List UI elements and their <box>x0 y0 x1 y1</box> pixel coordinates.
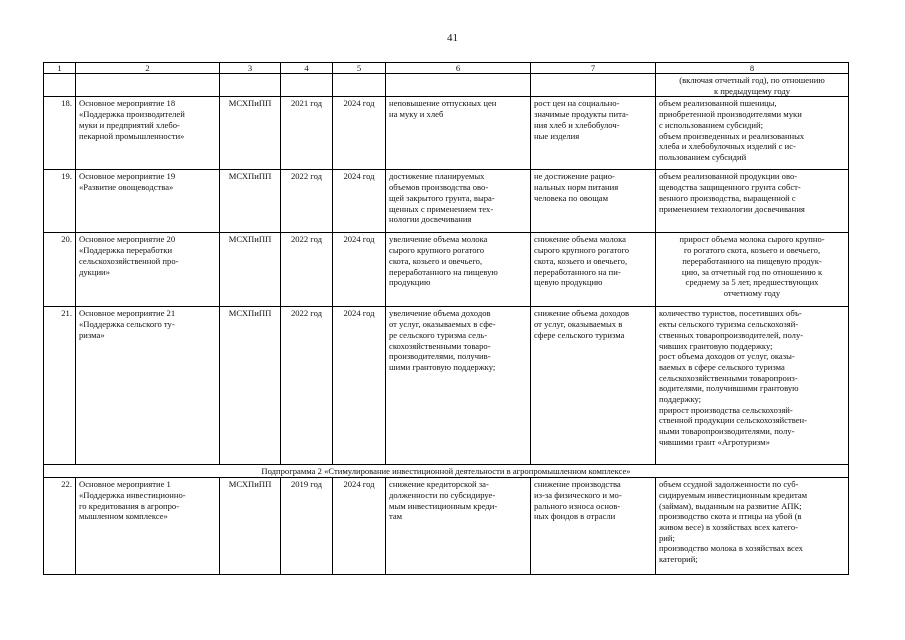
start-year: 2022 год <box>290 171 323 182</box>
executor: МСХПиПП <box>228 98 272 109</box>
column-number-3: 3 <box>220 63 281 74</box>
start-year: 2021 год <box>290 98 323 109</box>
end-year: 2024 год <box>343 479 375 490</box>
end-year: 2024 год <box>343 308 375 319</box>
expected-result: достижение планируемых объемов производства ово- щей закрытого грунта, выра- щенных с применением тех- нологии досвечивания <box>389 171 495 225</box>
executor: МСХПиПП <box>228 234 272 245</box>
table-row <box>44 233 849 307</box>
expected-result: увеличение объема молока сырого крупного рогатого скота, козьего и овечьего, переработанного на пищевую продукцию <box>389 234 498 288</box>
table-row <box>44 478 849 575</box>
target-indicator: объем ссудной задолженности по суб- сидируемым инвестиционным кредитам (займам), выданным на развитие АПК; производство скота и птицы на убой (в живом весе) в хозяйствах всех катего- рий; производство молока в хозяйствах всех категорий; <box>659 479 808 565</box>
start-year: 2019 год <box>290 479 323 490</box>
table-row <box>44 307 849 465</box>
event-name: Основное мероприятие 19 «Развитие овощеводства» <box>79 171 176 193</box>
start-year: 2022 год <box>290 308 323 319</box>
column-number-5: 5 <box>333 63 386 74</box>
expected-result: неповышение отпускных цен на муку и хлеб <box>389 98 497 120</box>
expected-result: увеличение объема доходов от услуг, оказываемых в сфе- ре сельского туризма сель- скохозяйственными товаро- производителями, получив- шими грантовую поддержку; <box>389 308 496 372</box>
executor: МСХПиПП <box>228 479 272 490</box>
target-indicator: объем реализованной пшеницы, приобретенной производителями муки с использованием субсидий; объем произведенных и реализованных хлеба и хлебобулочных изделий с ис- пользованием субсидий <box>659 98 805 162</box>
non-implementation-effect: не достижение рацио- нальных норм питания человека по овощам <box>534 171 619 203</box>
non-implementation-effect: рост цен на социально- значимые продукты пита- ния хлеб и хлебобулоч- ные изделия <box>534 98 629 141</box>
subprogram-title: Подпрограмма 2 «Стимулирование инвестиционной деятельности в агропромышленном комплексе» <box>261 466 631 477</box>
target-indicator: количество туристов, посетивших объ- екты сельского туризма сельскохозяй- ственных товаропроизводителей, полу- чивших грантовую поддержку; рост объема доходов от услуг, оказы- ваемых в сфере сельского туризма сельскохозяйственными товаропроиз- водителями, получившими грантовую поддержку; прирост производства сельскохозяй- ственной продукции сельскохозяйствен- ными товаропроизводителями, полу- чившими грант «Агротуризм» <box>659 308 808 447</box>
column-number-1: 1 <box>44 63 76 74</box>
header-row <box>44 63 849 74</box>
target-indicator: прирост объема молока сырого крупно- го рогатого скота, козьего и овечьего, переработанного на пищевую продук- цию, за отчетный год по отношению к среднему за 5 лет, предшествующих отчетному году <box>679 234 825 298</box>
non-implementation-effect: снижение объема молока сырого крупного рогатого скота, козьего и овечьего, переработанного на пи- щевую продукцию <box>534 234 630 288</box>
start-year: 2022 год <box>290 234 323 245</box>
continuation-row <box>44 74 849 97</box>
column-number-2: 2 <box>76 63 220 74</box>
event-name: Основное мероприятие 21 «Поддержка сельского ту- ризма» <box>79 308 176 340</box>
subprogram-row <box>44 465 849 478</box>
expected-result: снижение кредиторской за- долженности по субсидируе- мым инвестиционным креди- там <box>389 479 498 522</box>
event-name: Основное мероприятие 18 «Поддержка производителей муки и предприятий хлебо- пекарной промышленности» <box>79 98 185 141</box>
row-number: 20. <box>61 234 72 245</box>
target-indicator: объем реализованной продукции ово- щеводства защищенного грунта собст- венного производства, выращенной с применением технологии досвечивания <box>659 171 805 214</box>
row-number: 18. <box>61 98 72 109</box>
measures-table <box>43 62 849 575</box>
table-row <box>44 97 849 170</box>
column-number-4: 4 <box>281 63 333 74</box>
continuation-indicator: (включая отчетный год), по отношению к предыдущему году <box>679 75 825 96</box>
event-name: Основное мероприятие 20 «Поддержка переработки сельскохозяйственной про- дукции» <box>79 234 179 277</box>
executor: МСХПиПП <box>228 171 272 182</box>
row-number: 19. <box>61 171 72 182</box>
end-year: 2024 год <box>343 98 375 109</box>
executor: МСХПиПП <box>228 308 272 319</box>
end-year: 2024 год <box>343 171 375 182</box>
column-number-8: 8 <box>656 63 849 74</box>
event-name: Основное мероприятие 1 «Поддержка инвестиционно- го кредитования в агропро- мышленном комплексе» <box>79 479 186 522</box>
column-number-6: 6 <box>386 63 531 74</box>
page-number: 41 <box>447 32 458 44</box>
row-number: 21. <box>61 308 72 319</box>
non-implementation-effect: снижение производства из-за физического и мо- рального износа основ- ных фондов в отрасли <box>534 479 622 522</box>
non-implementation-effect: снижение объема доходов от услуг, оказываемых в сфере сельского туризма <box>534 308 630 340</box>
column-number-7: 7 <box>531 63 656 74</box>
end-year: 2024 год <box>343 234 375 245</box>
table-row <box>44 170 849 233</box>
row-number: 22. <box>61 479 72 490</box>
